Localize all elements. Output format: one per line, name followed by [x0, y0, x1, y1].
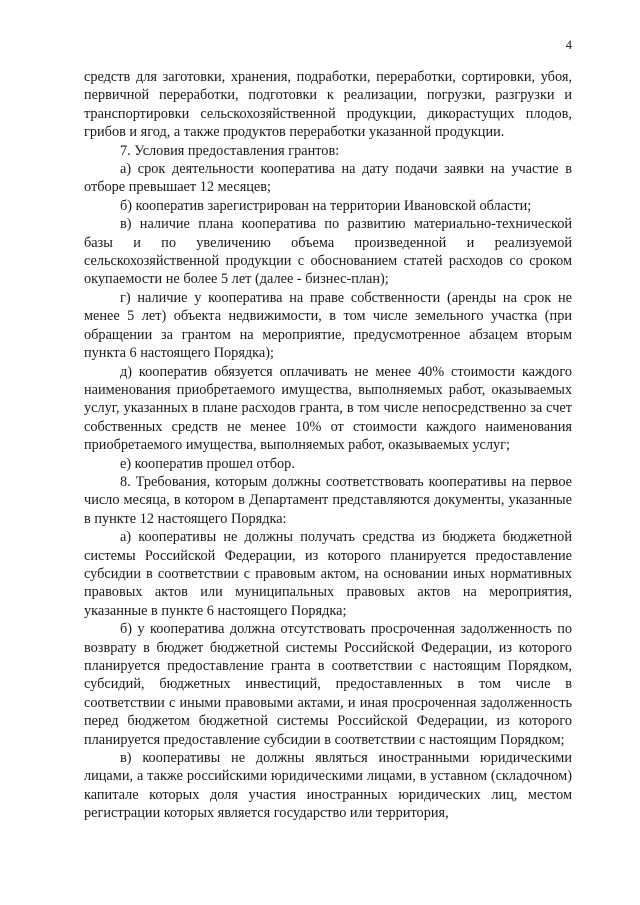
paragraph-section-7-heading: 7. Условия предоставления грантов:: [120, 142, 340, 159]
document-body: [84, 68, 572, 823]
paragraph-item-7b: б) кооператив зарегистрирован на территории Ивановской области;: [120, 197, 532, 214]
paragraph-continuation: средств для заготовки, хранения, подработки, переработки, сортировки, убоя, первичной переработки, подготовки к реализации, погрузки, разгрузки и транспортировки сельскохозяйственной продукции, дикорастущих плодов, грибов и ягод, а также продуктов переработки указанной продукции.: [84, 69, 572, 141]
paragraph-section-8-heading: 8. Требования, которым должны соответствовать кооперативы на первое число месяца, в котором в Департамент представляются документы, указанные в пункте 12 настоящего Порядка:: [84, 473, 572, 527]
paragraph-item-8b: б) у кооператива должна отсутствовать просроченная задолженность по возврату в бюджет бюджетной системы Российской Федерации, из которого планируется предоставление гранта в соответствии с настоящим Порядком, субсидий, бюджетных инвестиций, предоставленных в том числе в соответствии с иными правовыми актами, и иная просроченная задолженность перед бюджетом бюджетной системы Российской Федерации, из которого планируется предоставление субсидии в соответствии с настоящим Порядком;: [84, 621, 572, 748]
paragraph-item-7e: е) кооператив прошел отбор.: [120, 455, 295, 472]
paragraph-item-7d: д) кооператив обязуется оплачивать не менее 40% стоимости каждого наименования приобретаемого имущества, выполняемых работ, оказываемых услуг, указанных в плане расходов гранта, в том числе непосредственно за счет собственных средств не менее 10% от стоимости каждого наименования приобретаемого имущества, выполняемых работ, оказываемых услуг;: [84, 363, 572, 454]
page-number: 4: [565, 38, 572, 52]
paragraph-item-7g: г) наличие у кооператива на праве собственности (аренды на срок не менее 5 лет) объекта недвижимости, в том числе земельного участка (при обращении за грантом на мероприятие, предусмотренное абзацем вторым пункта 6 настоящего Порядка);: [84, 289, 572, 362]
paragraph-item-8v: в) кооперативы не должны являться иностранными юридическими лицами, а также российскими юридическими лицами, в уставном (складочном) капитале которых доля участия иностранных юридических лиц, местом регистрации которых является государство или территория,: [84, 750, 572, 822]
paragraph-item-8a: а) кооперативы не должны получать средства из бюджета бюджетной системы Российской Федерации, из которого планируется предоставление субсидии в соответствии с правовым актом, на основании иных нормативных правовых актов или муниципальных правовых актов на мероприятия, указанные в пункте 6 настоящего Порядка;: [84, 529, 572, 619]
paragraph-item-7a: а) срок деятельности кооператива на дату подачи заявки на участие в отборе превышает 12 месяцев;: [84, 161, 572, 196]
paragraph-item-7v: в) наличие плана кооператива по развитию материально-технической базы и по увеличению объема произведенной и реализуемой сельскохозяйственной продукции с обоснованием статей расходов со сроком окупаемости не более 5 лет (далее - бизнес-план);: [84, 216, 572, 288]
